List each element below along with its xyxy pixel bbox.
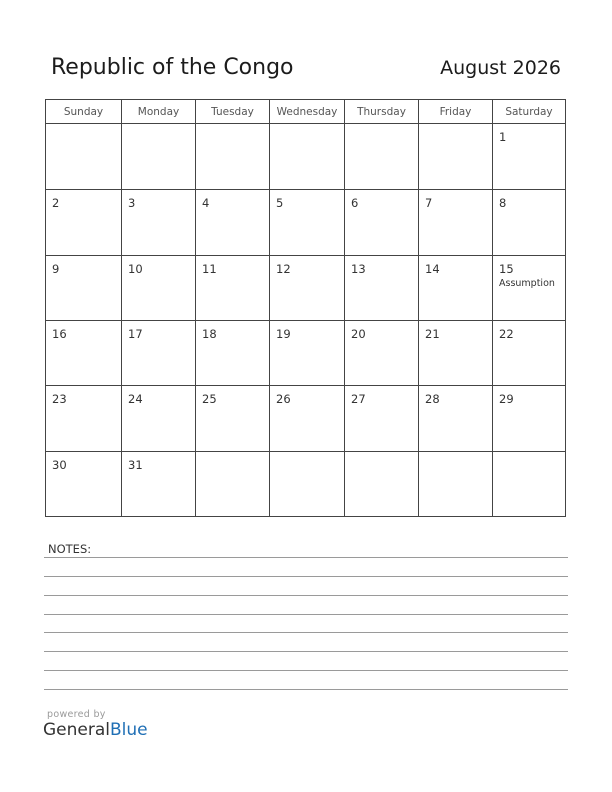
day-cell [492,320,565,385]
day-cell [195,385,269,450]
holiday-label: Assumption [499,277,555,289]
day-number: 29 [499,392,514,407]
day-cell [269,320,344,385]
day-number: 21 [425,327,440,341]
day-cell [121,189,195,254]
day-cell [46,124,121,189]
day-cell [418,189,492,254]
day-number: 11 [202,261,217,276]
notes-line [44,614,568,615]
day-cell [344,189,418,254]
weekday-header: Monday [121,100,195,124]
day-cell [46,451,121,516]
calendar-grid [45,99,566,517]
notes-line [44,670,568,671]
day-cell [344,124,418,189]
day-cell [269,189,344,254]
day-number: 1 [499,130,507,144]
notes-line [44,576,568,577]
day-number: 18 [202,327,217,341]
day-number: 27 [351,392,366,407]
notes-line [44,595,568,596]
day-number: 24 [128,392,143,407]
day-number: 5 [276,196,284,211]
day-cell [492,385,565,450]
generalblue-logo [43,720,148,740]
day-number: 9 [52,261,60,276]
notes-line [44,689,568,690]
day-cell [195,255,269,320]
day-cell [121,451,195,516]
day-number: 30 [52,457,67,472]
day-cell [46,189,121,254]
calendar-month-title: August 2026 [440,57,561,79]
day-cell [269,124,344,189]
day-number: 17 [128,327,143,341]
powered-by-text: powered by [47,709,106,720]
brand-general: General [43,720,110,740]
day-number: 25 [202,392,217,407]
day-number: 15 [499,261,514,276]
day-number: 2 [52,196,60,211]
notes-line [44,557,568,558]
day-number: 7 [425,196,433,211]
day-cell [418,320,492,385]
weekday-header: Friday [418,100,492,124]
day-cell [121,124,195,189]
day-cell [121,320,195,385]
day-number: 31 [128,457,143,472]
day-cell [492,451,565,516]
day-number: 23 [52,392,67,407]
day-cell [121,385,195,450]
day-number: 14 [425,261,440,276]
weekday-header: Sunday [46,100,121,124]
weekday-header: Tuesday [195,100,269,124]
day-number: 10 [128,261,143,276]
weekday-header: Wednesday [269,100,344,124]
day-cell [418,255,492,320]
day-cell [344,385,418,450]
day-cell [269,385,344,450]
day-cell [46,385,121,450]
day-cell [195,320,269,385]
day-cell [492,189,565,254]
day-number: 4 [202,196,210,211]
day-number: 12 [276,261,291,276]
day-number: 22 [499,327,514,341]
day-cell [269,255,344,320]
weekday-header: Saturday [492,100,565,124]
day-cell [344,320,418,385]
day-number: 13 [351,261,366,276]
day-cell [418,451,492,516]
day-cell [121,255,195,320]
day-cell [269,451,344,516]
day-number: 28 [425,392,440,407]
day-cell [492,255,565,320]
brand-blue: Blue [110,720,148,740]
day-cell [46,320,121,385]
day-number: 20 [351,327,366,341]
day-cell [344,255,418,320]
day-cell [418,385,492,450]
day-cell [195,124,269,189]
notes-line [44,651,568,652]
day-cell [344,451,418,516]
day-cell [418,124,492,189]
day-number: 16 [52,327,67,341]
notes-line [44,632,568,633]
day-cell [195,451,269,516]
notes-label: NOTES: [48,542,92,556]
calendar-country-title: Republic of the Congo [51,55,294,80]
day-cell [46,255,121,320]
day-number: 6 [351,196,359,211]
day-cell [195,189,269,254]
day-number: 3 [128,196,136,211]
weekday-header: Thursday [344,100,418,124]
day-number: 26 [276,392,291,407]
day-number: 8 [499,196,507,211]
day-cell [492,124,565,189]
day-number: 19 [276,327,291,341]
